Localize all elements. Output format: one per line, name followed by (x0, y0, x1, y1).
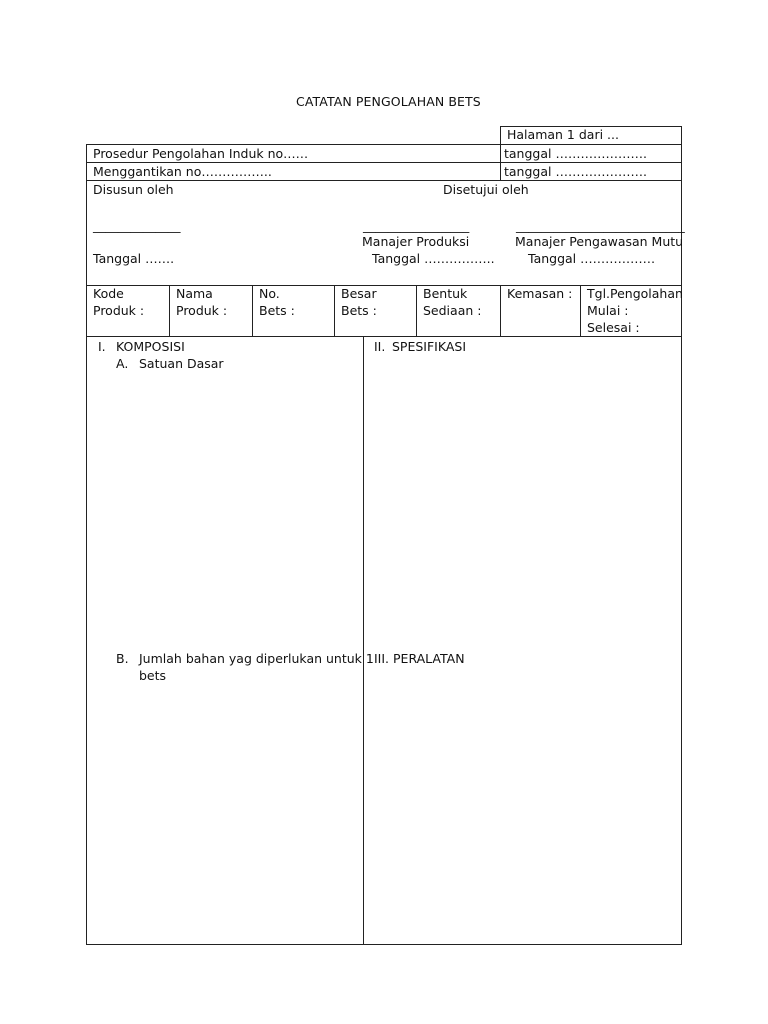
specification-heading: SPESIFIKASI (392, 339, 467, 354)
divider (334, 285, 335, 337)
signature-line: _________________ (363, 218, 470, 233)
date-prepared: Tanggal ……. (93, 251, 175, 266)
replaces-date: tanggal …………………. (504, 164, 647, 179)
page-info: Halaman 1 dari ... (507, 127, 619, 142)
replaces-number: Menggantikan no…………….. (93, 164, 272, 179)
start-date-label: Mulai : (587, 303, 629, 318)
divider (500, 285, 501, 337)
signature-line: ______________ (93, 218, 181, 233)
section-number: II. (374, 339, 386, 354)
materials-heading: bets (139, 668, 167, 683)
role-production-manager: Manajer Produksi (362, 234, 470, 249)
section-number: I. (98, 339, 106, 354)
unit-basis-heading: Satuan Dasar (139, 356, 224, 371)
divider (252, 285, 253, 337)
dosage-form-label: Sediaan : (423, 303, 482, 318)
product-code-label: Kode (93, 286, 124, 301)
subsection-number: B. (116, 651, 129, 666)
composition-heading: KOMPOSISI (116, 339, 185, 354)
divider (86, 180, 682, 181)
product-name-label: Nama (176, 286, 213, 301)
divider (363, 336, 364, 945)
subsection-number: A. (116, 356, 129, 371)
body-block (86, 336, 682, 945)
procedure-date: tanggal …………………. (504, 146, 647, 161)
divider (580, 285, 581, 337)
batch-number-label: No. (259, 286, 280, 301)
batch-size-label: Besar (341, 286, 377, 301)
prepared-by-label: Disusun oleh (93, 182, 174, 197)
product-name-label: Produk : (176, 303, 228, 318)
dosage-form-label: Bentuk (423, 286, 468, 301)
role-qc-manager: Manajer Pengawasan Mutu (515, 234, 684, 249)
procedure-number: Prosedur Pengolahan Induk no…… (93, 146, 309, 161)
divider (416, 285, 417, 337)
product-code-label: Produk : (93, 303, 145, 318)
divider (500, 144, 501, 180)
processing-date-label: Tgl.Pengolahan (587, 286, 683, 301)
materials-heading: Jumlah bahan yag diperlukan untuk 1 (139, 651, 374, 666)
document-title: CATATAN PENGOLAHAN BETS (296, 94, 481, 109)
batch-number-label: Bets : (259, 303, 295, 318)
equipment-heading: III. PERALATAN (374, 651, 465, 666)
signature-line: ___________________________ (516, 218, 685, 233)
end-date-label: Selesai : (587, 320, 640, 335)
date-production: Tanggal …………….. (372, 251, 495, 266)
approved-by-label: Disetujui oleh (443, 182, 529, 197)
divider (169, 285, 170, 337)
packaging-label: Kemasan : (507, 286, 573, 301)
batch-size-label: Bets : (341, 303, 377, 318)
date-qc: Tanggal ……………… (528, 251, 656, 266)
